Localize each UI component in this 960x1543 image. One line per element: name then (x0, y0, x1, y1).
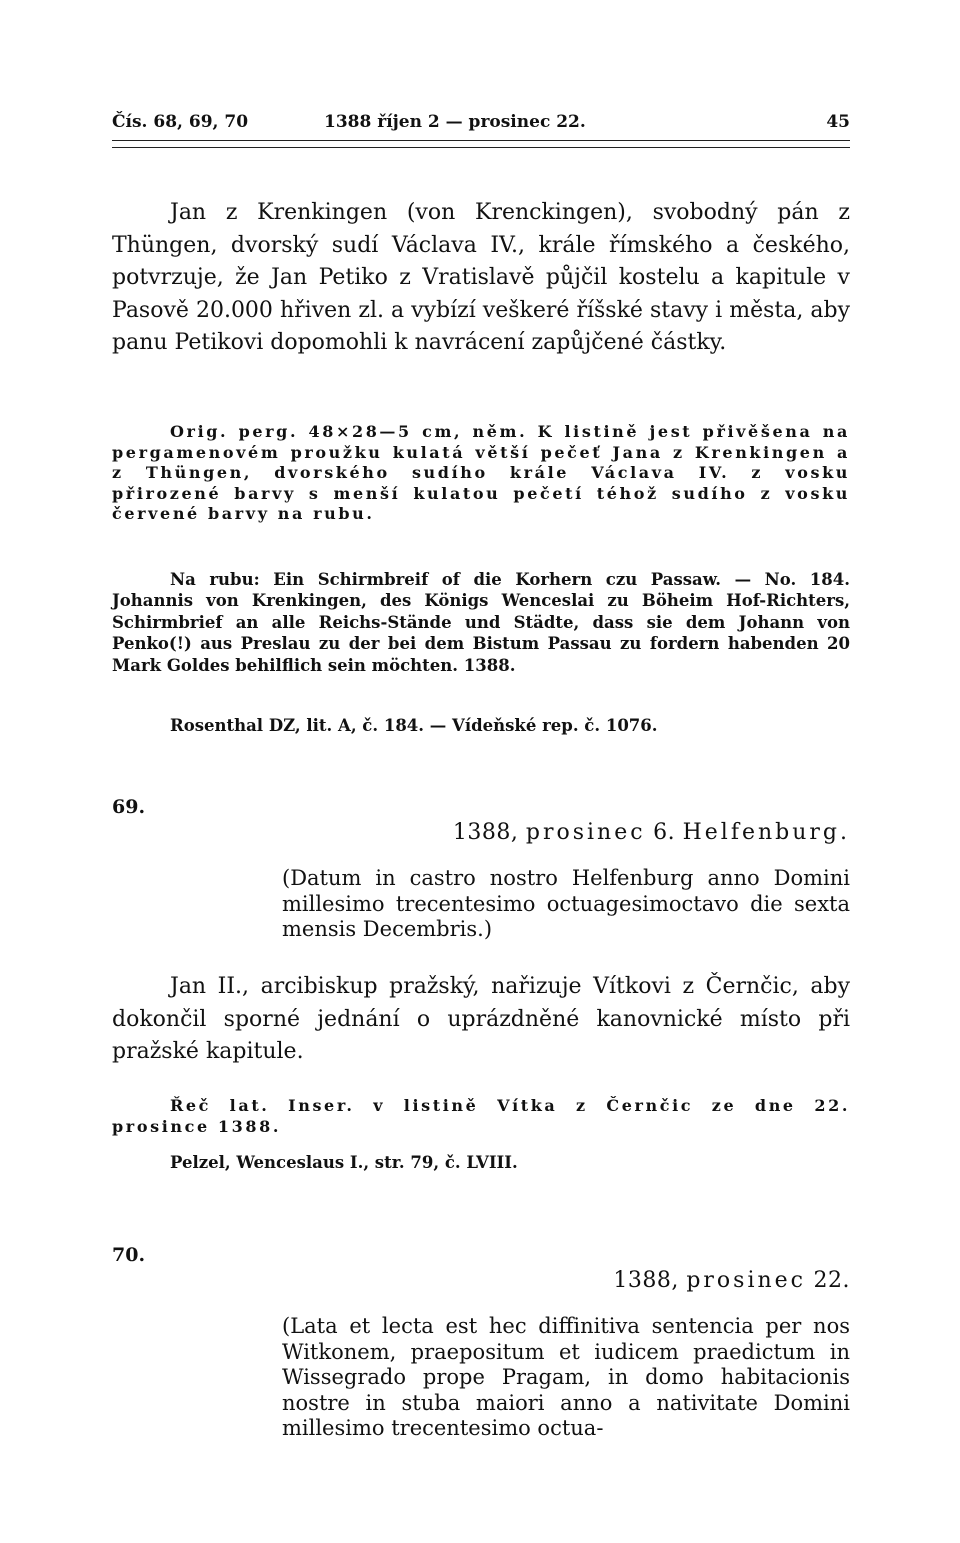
header-date-range: 1388 říjen 2 — prosinec 22. (324, 112, 586, 132)
doc70-date-year: 1388, (613, 1268, 679, 1293)
header-rule-bottom (112, 147, 850, 148)
doc69-date-year: 1388, (452, 820, 519, 845)
doc69-place: Helfenburg. (682, 820, 850, 845)
doc69-number: 69. (112, 796, 146, 818)
header-document-numbers: Čís. 68, 69, 70 (112, 112, 249, 132)
doc69-regest: Jan II., arcibiskup pražský, nařizuje Vítkovi z Černčic, aby dokončil sporné jednání o uprázdněné kanovnické místo při pražské kapitule. (112, 974, 850, 1064)
running-header (112, 112, 850, 132)
doc70-date-month: prosinec (686, 1268, 806, 1293)
doc69-date-day: 6. (653, 820, 676, 845)
page-number: 45 (826, 112, 850, 132)
doc69-latin-dating: (Datum in castro nostro Helfenburg anno Domini millesimo trecentesimo octuagesimoctavo die sexta mensis Decembris.) (282, 866, 850, 941)
doc68-description: Orig. perg. 48×28—5 cm, něm. K listině jest přivěšena na pergamenovém proužku kulatá větší pečeť Jana z Krenkingen a z Thüngen, dvorského sudího krále Václava IV. z vosku přirozené barvy s menší kulatou pečetí téhož sudího z vosku červené barvy na rubu. (112, 422, 850, 524)
header-rule-top (112, 140, 850, 141)
doc69-date-place (453, 820, 850, 845)
doc70-latin-dating: (Lata et lecta est hec diffinitiva sentencia per nos Witkonem, praepositum et iudicem praedictum in Wissegrado prope Pragam, in domo habitacionis nostre in stuba maiori anno a nativitate Domini millesimo trecentesimo octua- (282, 1314, 850, 1440)
doc70-date-day: 22. (813, 1268, 850, 1293)
doc69-description: Řeč lat. Inser. v listině Vítka z Černčic ze dne 22. prosince 1388. (112, 1096, 850, 1136)
doc70-date (613, 1268, 850, 1293)
doc68-dorsal-note: Na rubu: Ein Schirmbreif of die Korhern czu Passaw. — No. 184. Johannis von Krenkingen, des Königs Wenceslai zu Böheim Hof-Richters, Schirmbrief an alle Reichs-Stände und Städte, dass sie dem Johann von Penko(!) aus Preslau zu der bei dem Bistum Passau zu fordern habenden 20 Mark Goldes behilflich sein möchten. 1388. (112, 570, 850, 675)
doc68-reference: Rosenthal DZ, lit. A, č. 184. — Vídeňské rep. č. 1076. (170, 716, 658, 735)
doc68-regest: Jan z Krenkingen (von Krenckingen), svobodný pán z Thüngen, dvorský sudí Václava IV., krále římského a českého, potvrzuje, že Jan Petiko z Vratislavě půjčil kostelu a kapitule v Pasově 20.000 hřiven zl. a vybízí veškeré říšské stavy i města, aby panu Petikovi dopomohli k navrácení zapůjčené částky. (112, 200, 850, 355)
doc69-reference: Pelzel, Wenceslaus I., str. 79, č. LVIII. (170, 1153, 518, 1172)
doc69-date-month: prosinec (525, 820, 646, 845)
doc70-number: 70. (112, 1244, 146, 1266)
